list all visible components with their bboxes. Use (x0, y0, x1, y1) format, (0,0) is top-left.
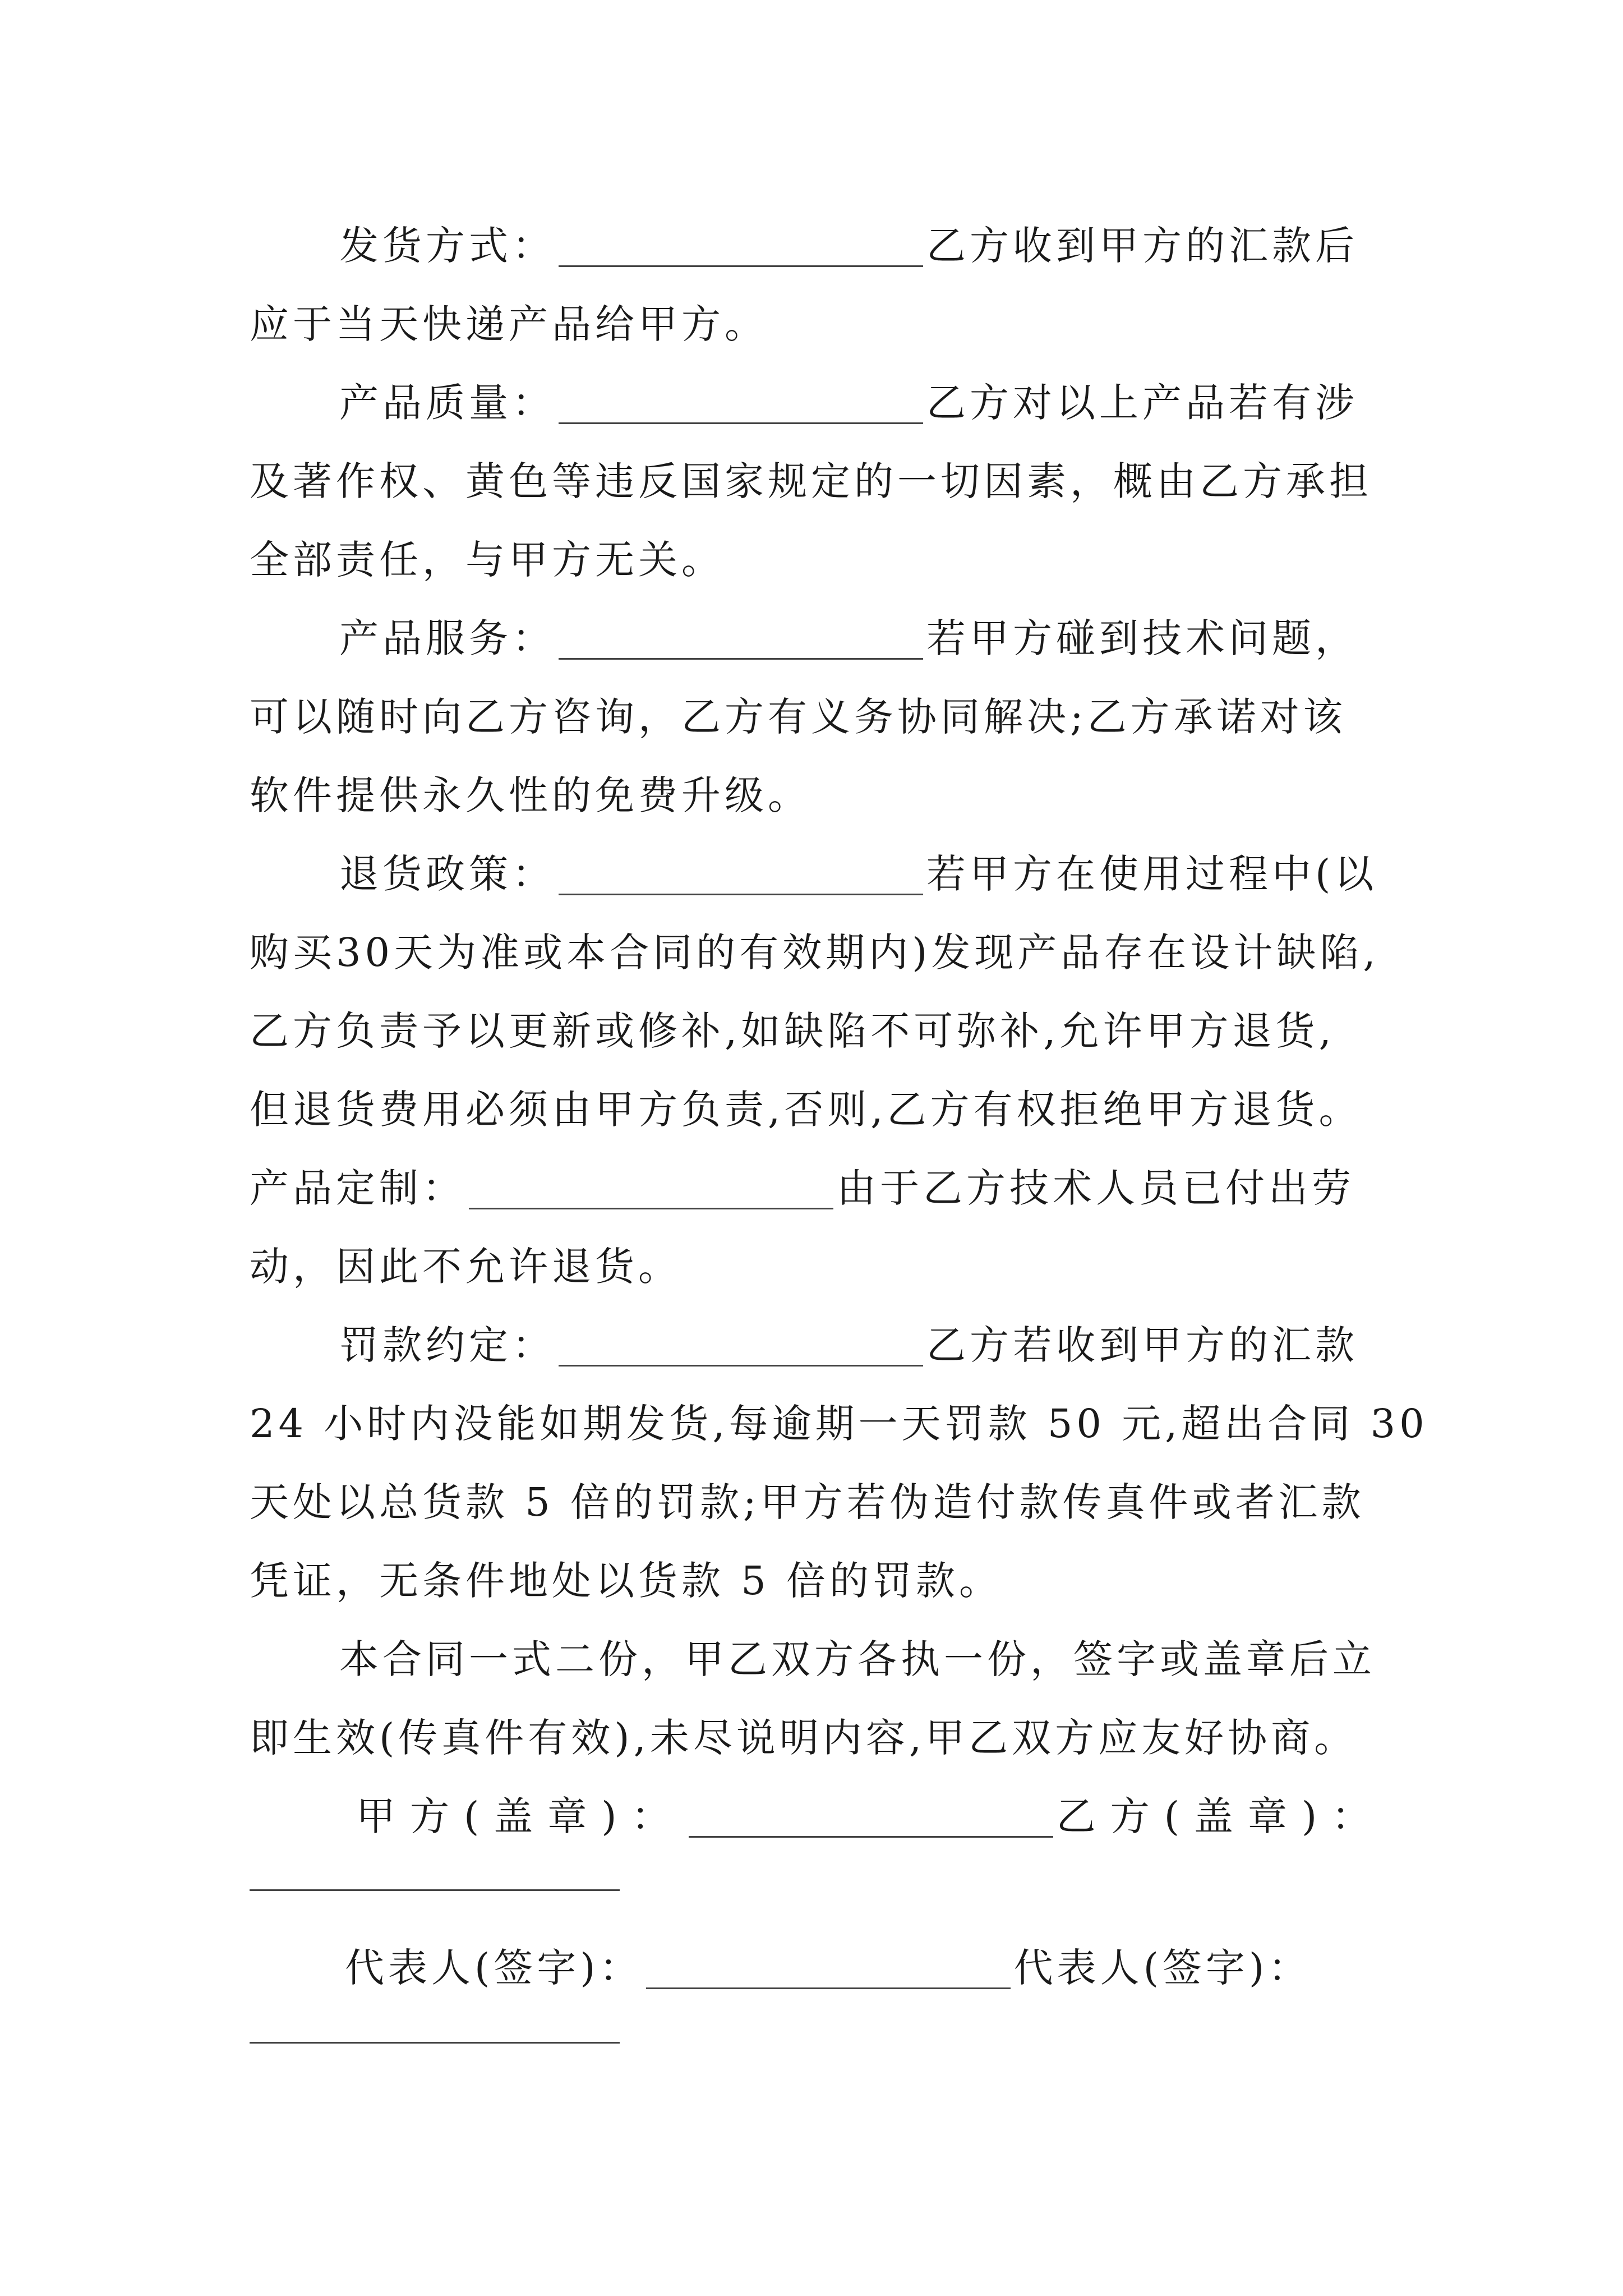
copies-line-2: 即生效(传真件有效),未尽说明内容,甲乙双方应友好协商。 (250, 1715, 1358, 1761)
custom-label: 产品定制： (250, 1165, 465, 1211)
quality-label: 产品质量： (339, 380, 555, 426)
service-text: 若甲方碰到技术问题， (926, 615, 1358, 661)
penalty-line-1 (250, 1306, 1394, 1384)
quality-line-2: 及著作权、黄色等违反国家规定的一切因素，概由乙方承担 (250, 458, 1372, 504)
shipping-blank[interactable] (559, 261, 923, 267)
custom-line-1 (250, 1149, 1394, 1227)
representative-row (250, 1929, 1394, 2007)
party-a-seal-label: 甲方(盖章)： (356, 1793, 685, 1839)
penalty-line-4: 凭证，无条件地处以货款 5 倍的罚款。 (250, 1558, 1003, 1604)
party-a-seal-blank[interactable] (689, 1832, 1053, 1838)
service-line-3: 软件提供永久性的免费升级。 (250, 772, 811, 818)
custom-line-2: 动，因此不允许退货。 (250, 1244, 681, 1290)
penalty-text: 乙方若收到甲方的汇款 (926, 1322, 1358, 1368)
custom-text: 由于乙方技术人员已付出劳 (837, 1165, 1355, 1211)
rep-b-label: 代表人(签字)： (1013, 1945, 1312, 1991)
penalty-line-2: 24 小时内没能如期发货,每逾期一天罚款 50 元,超出合同 30 (250, 1401, 1428, 1447)
rep-a-label: 代表人(签字)： (345, 1945, 643, 1991)
service-label: 产品服务： (339, 615, 555, 661)
returns-line-1 (250, 835, 1394, 913)
returns-line-4: 但退货费用必须由甲方负责,否则,乙方有权拒绝甲方退货。 (250, 1087, 1362, 1133)
custom-blank[interactable] (469, 1203, 833, 1209)
returns-text: 若甲方在使用过程中(以 (926, 851, 1378, 897)
party-b-seal-blank[interactable] (250, 1889, 620, 1891)
rep-b-blank[interactable] (250, 2042, 620, 2044)
quality-blank[interactable] (559, 418, 923, 424)
shipping-line-1 (250, 206, 1394, 285)
service-line-1 (250, 599, 1394, 678)
quality-line-1 (250, 364, 1394, 442)
seal-row (250, 1777, 1394, 1856)
party-b-seal-label: 乙方(盖章)： (1056, 1793, 1386, 1839)
penalty-blank[interactable] (559, 1360, 923, 1366)
rep-a-blank[interactable] (646, 1983, 1011, 1989)
returns-line-2: 购买30天为准或本合同的有效期内)发现产品存在设计缺陷, (250, 930, 1380, 976)
shipping-label: 发货方式： (339, 223, 555, 269)
returns-line-3: 乙方负责予以更新或修补,如缺陷不可弥补,允许甲方退货, (250, 1008, 1335, 1054)
quality-text: 乙方对以上产品若有涉 (926, 380, 1358, 426)
returns-label: 退货政策： (339, 851, 555, 897)
penalty-label: 罚款约定： (339, 1322, 555, 1368)
penalty-line-3: 天处以总货款 5 倍的罚款;甲方若伪造付款传真件或者汇款 (250, 1479, 1365, 1525)
copies-line-1: 本合同一式二份，甲乙双方各执一份，签字或盖章后立 (339, 1636, 1376, 1682)
quality-line-3: 全部责任，与甲方无关。 (250, 537, 725, 583)
returns-blank[interactable] (559, 889, 923, 895)
shipping-line-2: 应于当天快递产品给甲方。 (250, 301, 768, 347)
service-line-2: 可以随时向乙方咨询，乙方有义务协同解决;乙方承诺对该 (250, 694, 1347, 740)
shipping-text: 乙方收到甲方的汇款后 (926, 223, 1358, 269)
service-blank[interactable] (559, 654, 923, 660)
